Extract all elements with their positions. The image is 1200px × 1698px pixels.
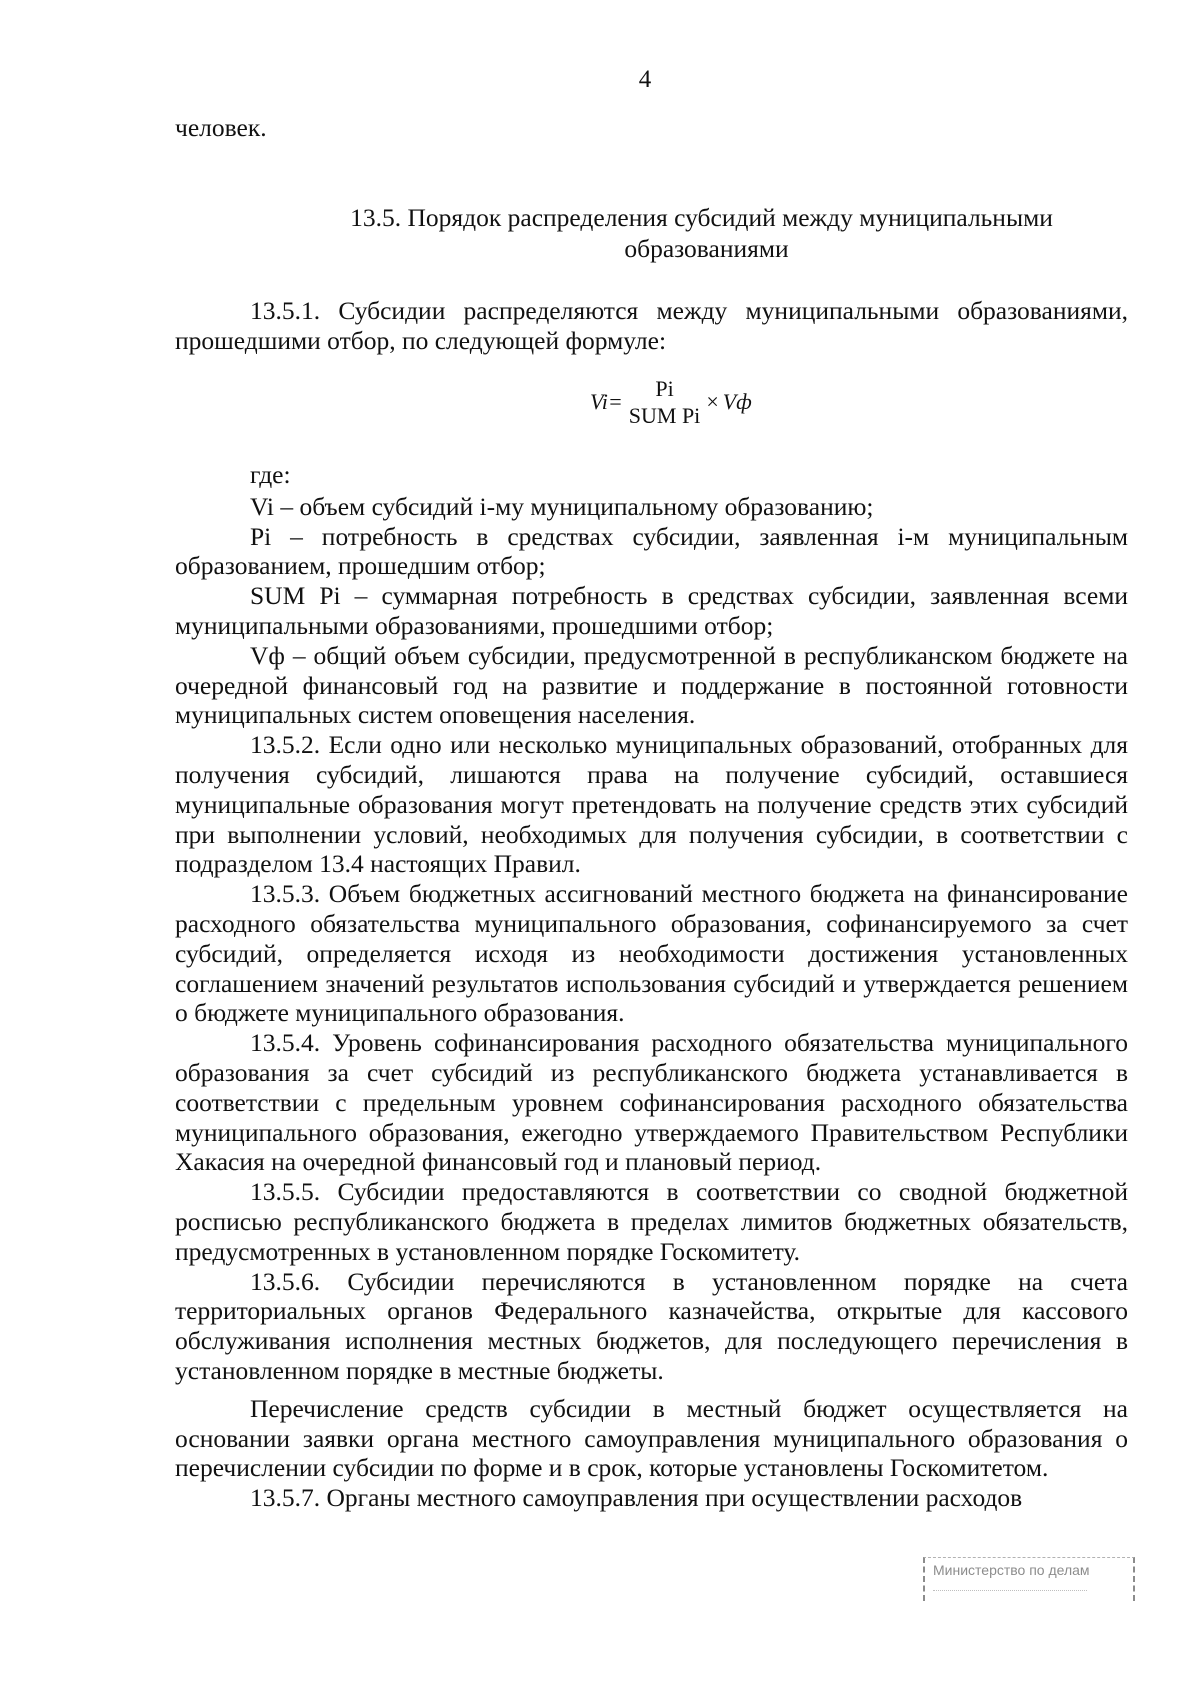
stamp-text: Министерство по делам: [933, 1562, 1090, 1578]
definition-pi: Pi – потребность в средствах субсидии, заявленная i-м муниципальным образованием, прошедшим отбор;: [175, 521, 1128, 581]
formula-denominator: SUM Pi: [628, 403, 701, 428]
paragraph-13-5-2: 13.5.2. Если одно или несколько муниципальных образований, отобранных для получения субсидий, лишаются права на получение субсидий, оставшиеся муниципальные образования могут претендовать на получение средств этих субсидий при выполнении условий, необходимых для получения субсидии, в соответствии с подразделом 13.4 настоящих Правил.: [175, 730, 1128, 879]
page-number: 4: [638, 66, 652, 93]
formula-lhs: Vi=: [590, 389, 623, 414]
paragraph-13-5-4: 13.5.4. Уровень софинансирования расходного обязательства муниципального образования за счет субсидий из республиканского бюджета устанавливается в соответствии с предельным уровнем софинансирования расходного обязательства муниципального образования, ежегодно утверждаемого Правительством Республики Хакасия на очередной финансовый год и плановый период.: [175, 1028, 1128, 1177]
formula-numerator: Pi: [655, 376, 674, 401]
section-13-5-1: [175, 296, 1128, 356]
paragraph-13-5-3: 13.5.3. Объем бюджетных ассигнований местного бюджета на финансирование расходного обязательства муниципального образования, софинансируемого за счет субсидий, определяется исходя из необходимости достижения установленных соглашением значений результатов использования субсидий и утверждается решением о бюджете муниципального образования.: [175, 879, 1128, 1028]
definition-vi: Vi – объем субсидий i-му муниципальному образованию;: [250, 491, 874, 521]
paragraph-13-5-7: 13.5.7. Органы местного самоуправления при осуществлении расходов: [250, 1483, 1023, 1513]
section-heading-line-1: 13.5. Порядок распределения субсидий между муниципальными: [350, 203, 1053, 232]
stamp-faded-line: [933, 1582, 1087, 1591]
formula-operator: ×: [706, 389, 719, 414]
where-label: где:: [250, 460, 291, 489]
formula-fraction: [629, 375, 701, 429]
paragraph-13-5-5: 13.5.5. Субсидии предоставляются в соответствии со сводной бюджетной росписью республиканского бюджета в пределах лимитов бюджетных обязательств, предусмотренных в установленном порядке Госкомитету.: [175, 1177, 1128, 1266]
definition-sum-pi: SUM Pi – суммарная потребность в средствах субсидии, заявленная всеми муниципальными образованиями, прошедшими отбор;: [175, 581, 1128, 640]
distribution-formula: [590, 372, 752, 432]
ministry-stamp: [923, 1557, 1135, 1601]
definitions-block: [175, 460, 1128, 1513]
lead-text: человек.: [175, 113, 267, 142]
paragraph-transfer: Перечисление средств субсидии в местный бюджет осуществляется на основании заявки органа местного самоуправления муниципального образования о перечислении субсидии по форме и в срок, которые установлены Госкомитетом.: [175, 1393, 1128, 1483]
paragraph-13-5-1: 13.5.1. Субсидии распределяются между муниципальными образованиями, прошедшими отбор, по следующей формуле:: [175, 296, 1128, 355]
formula-rhs: Vф: [722, 389, 752, 414]
section-heading: [175, 202, 1128, 264]
definition-vf: Vф – общий объем субсидии, предусмотренной в республиканском бюджете на очередной финансовый год на развитие и поддержание в постоянной готовности муниципальных систем оповещения населения.: [175, 640, 1128, 730]
section-heading-line-2: образованиями: [624, 234, 789, 263]
paragraph-13-5-6: 13.5.6. Субсидии перечисляются в установленном порядке на счета территориальных органов Федерального казначейства, открытые для кассового обслуживания исполнения местных бюджетов, для последующего перечисления в установленном порядке в местные бюджеты.: [175, 1266, 1128, 1385]
